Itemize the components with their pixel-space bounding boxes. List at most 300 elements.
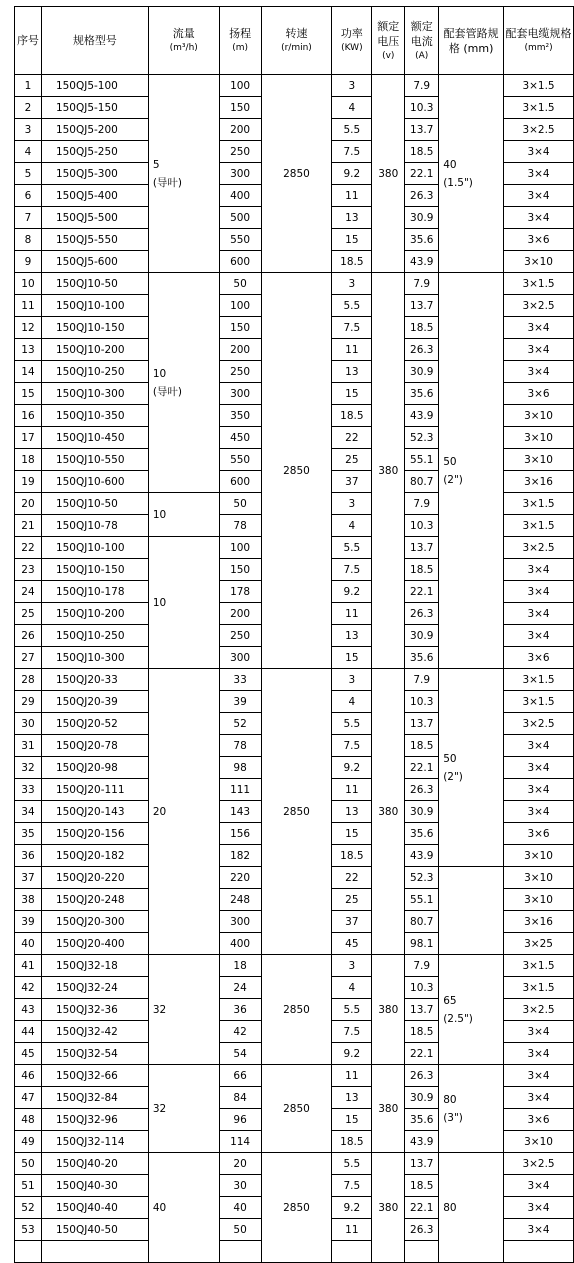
seq-cell: 18	[15, 449, 42, 471]
cable-cell: 3×1.5	[504, 97, 574, 119]
speed-group-cell	[261, 1153, 332, 1263]
speed-group-text: 2850	[283, 805, 310, 818]
head-cell: 300	[219, 383, 261, 405]
seq-cell: 42	[15, 977, 42, 999]
header-pipe: 配套管路规格 (mm)	[439, 7, 504, 75]
head-cell: 100	[219, 537, 261, 559]
power-cell: 9.2	[332, 163, 372, 185]
seq-cell: 11	[15, 295, 42, 317]
cable-cell: 3×4	[504, 141, 574, 163]
power-cell: 7.5	[332, 141, 372, 163]
seq-cell: 46	[15, 1065, 42, 1087]
power-cell: 3	[332, 955, 372, 977]
power-cell: 5.5	[332, 295, 372, 317]
header-cable: 配套电缆规格 (mm²)	[504, 7, 574, 75]
power-cell: 5.5	[332, 119, 372, 141]
power-cell: 11	[332, 603, 372, 625]
model-cell: 150QJ10-300	[41, 647, 148, 669]
current-cell: 18.5	[405, 559, 439, 581]
power-cell: 13	[332, 361, 372, 383]
model-cell: 150QJ10-50	[41, 493, 148, 515]
pipe-group-text: 80	[443, 1093, 457, 1106]
current-cell: 35.6	[405, 383, 439, 405]
model-cell: 150QJ32-36	[41, 999, 148, 1021]
cable-cell	[504, 1241, 574, 1263]
head-cell: 600	[219, 471, 261, 493]
head-cell: 350	[219, 405, 261, 427]
flow-group-cell	[148, 1065, 219, 1153]
model-cell: 150QJ5-400	[41, 185, 148, 207]
cable-cell: 3×4	[504, 625, 574, 647]
power-cell: 22	[332, 867, 372, 889]
voltage-group-text: 380	[378, 805, 399, 818]
seq-cell: 45	[15, 1043, 42, 1065]
model-cell: 150QJ32-114	[41, 1131, 148, 1153]
seq-cell: 6	[15, 185, 42, 207]
speed-group-cell	[261, 669, 332, 955]
power-cell: 15	[332, 1109, 372, 1131]
header-speed: 转速 (r/min)	[261, 7, 332, 75]
head-cell: 156	[219, 823, 261, 845]
head-cell: 78	[219, 515, 261, 537]
model-cell: 150QJ20-143	[41, 801, 148, 823]
model-cell: 150QJ5-550	[41, 229, 148, 251]
voltage-group-text: 380	[378, 1003, 399, 1016]
flow-group-text: 20	[152, 805, 167, 818]
cable-cell: 3×10	[504, 449, 574, 471]
flow-group-cell	[148, 669, 219, 955]
head-cell: 54	[219, 1043, 261, 1065]
head-cell: 150	[219, 97, 261, 119]
cable-cell: 3×4	[504, 757, 574, 779]
seq-cell: 2	[15, 97, 42, 119]
cable-cell: 3×10	[504, 427, 574, 449]
table-row	[15, 273, 574, 295]
power-cell: 18.5	[332, 1131, 372, 1153]
power-cell: 11	[332, 1065, 372, 1087]
power-cell: 11	[332, 339, 372, 361]
seq-cell: 12	[15, 317, 42, 339]
head-cell: 550	[219, 229, 261, 251]
current-cell: 13.7	[405, 295, 439, 317]
head-cell: 96	[219, 1109, 261, 1131]
seq-cell: 21	[15, 515, 42, 537]
speed-group-cell	[261, 273, 332, 669]
current-cell: 22.1	[405, 163, 439, 185]
power-cell: 15	[332, 229, 372, 251]
speed-group-text: 2850	[283, 1003, 310, 1016]
model-cell: 150QJ32-42	[41, 1021, 148, 1043]
seq-cell: 39	[15, 911, 42, 933]
seq-cell: 29	[15, 691, 42, 713]
voltage-group-text: 380	[378, 167, 399, 180]
voltage-group-cell	[372, 1153, 405, 1263]
current-cell: 18.5	[405, 141, 439, 163]
cable-cell: 3×10	[504, 1131, 574, 1153]
cable-cell: 3×4	[504, 339, 574, 361]
model-cell: 150QJ10-200	[41, 339, 148, 361]
power-cell: 9.2	[332, 1043, 372, 1065]
head-cell: 182	[219, 845, 261, 867]
current-cell: 22.1	[405, 1197, 439, 1219]
pipe-group-cell	[439, 1065, 504, 1153]
head-cell: 40	[219, 1197, 261, 1219]
power-cell: 7.5	[332, 1175, 372, 1197]
flow-group-text: 40	[152, 1201, 167, 1214]
cable-cell: 3×6	[504, 647, 574, 669]
header-voltage: 额定电压 (v)	[372, 7, 405, 75]
speed-group-cell	[261, 955, 332, 1065]
current-cell: 98.1	[405, 933, 439, 955]
head-cell: 36	[219, 999, 261, 1021]
model-cell: 150QJ40-40	[41, 1197, 148, 1219]
current-cell: 10.3	[405, 977, 439, 999]
power-cell: 45	[332, 933, 372, 955]
seq-cell: 36	[15, 845, 42, 867]
current-cell: 30.9	[405, 1087, 439, 1109]
power-cell: 13	[332, 801, 372, 823]
flow-group-cell	[148, 273, 219, 493]
current-cell: 52.3	[405, 867, 439, 889]
pipe-group-cell	[439, 955, 504, 1065]
current-cell: 43.9	[405, 405, 439, 427]
cable-cell: 3×4	[504, 1021, 574, 1043]
model-cell: 150QJ20-300	[41, 911, 148, 933]
power-cell: 7.5	[332, 1021, 372, 1043]
flow-group-text: 10	[152, 596, 167, 609]
head-cell: 66	[219, 1065, 261, 1087]
head-cell: 50	[219, 1219, 261, 1241]
model-cell: 150QJ10-178	[41, 581, 148, 603]
current-cell: 52.3	[405, 427, 439, 449]
power-cell: 18.5	[332, 251, 372, 273]
current-cell: 80.7	[405, 471, 439, 493]
head-cell: 150	[219, 317, 261, 339]
head-cell: 24	[219, 977, 261, 999]
seq-cell: 31	[15, 735, 42, 757]
flow-group-text: 10	[152, 508, 167, 521]
current-cell: 55.1	[405, 889, 439, 911]
current-cell: 22.1	[405, 581, 439, 603]
seq-cell: 43	[15, 999, 42, 1021]
cable-cell: 3×10	[504, 405, 574, 427]
model-cell: 150QJ20-182	[41, 845, 148, 867]
voltage-group-text: 380	[378, 1201, 399, 1214]
seq-cell: 23	[15, 559, 42, 581]
current-cell	[405, 1241, 439, 1263]
seq-cell: 40	[15, 933, 42, 955]
cable-cell: 3×16	[504, 911, 574, 933]
seq-cell: 44	[15, 1021, 42, 1043]
current-cell: 7.9	[405, 955, 439, 977]
pipe-group-cell	[439, 669, 504, 867]
pipe-group-cell	[439, 867, 504, 955]
head-cell: 42	[219, 1021, 261, 1043]
seq-cell: 41	[15, 955, 42, 977]
cable-cell: 3×4	[504, 779, 574, 801]
head-cell: 250	[219, 141, 261, 163]
model-cell: 150QJ10-150	[41, 559, 148, 581]
model-cell: 150QJ32-54	[41, 1043, 148, 1065]
model-cell: 150QJ10-150	[41, 317, 148, 339]
model-cell: 150QJ32-18	[41, 955, 148, 977]
model-cell: 150QJ32-96	[41, 1109, 148, 1131]
current-cell: 26.3	[405, 779, 439, 801]
current-cell: 26.3	[405, 1219, 439, 1241]
flow-group-cell	[148, 493, 219, 537]
seq-cell: 53	[15, 1219, 42, 1241]
seq-cell: 33	[15, 779, 42, 801]
power-cell: 37	[332, 911, 372, 933]
table-row	[15, 955, 574, 977]
power-cell: 3	[332, 75, 372, 97]
current-cell: 7.9	[405, 273, 439, 295]
power-cell: 9.2	[332, 757, 372, 779]
header-seq: 序号	[15, 7, 42, 75]
model-cell: 150QJ20-98	[41, 757, 148, 779]
head-cell: 84	[219, 1087, 261, 1109]
head-cell: 150	[219, 559, 261, 581]
cable-cell: 3×2.5	[504, 295, 574, 317]
head-cell: 78	[219, 735, 261, 757]
head-cell: 100	[219, 75, 261, 97]
speed-group-cell	[261, 1065, 332, 1153]
model-cell: 150QJ40-20	[41, 1153, 148, 1175]
pipe-group-cell	[439, 75, 504, 273]
current-cell: 22.1	[405, 757, 439, 779]
power-cell: 15	[332, 823, 372, 845]
model-cell: 150QJ10-550	[41, 449, 148, 471]
flow-group-text: 10	[152, 367, 167, 380]
header-current: 额定电流 (A)	[405, 7, 439, 75]
speed-group-cell	[261, 75, 332, 273]
cable-cell: 3×4	[504, 603, 574, 625]
pipe-group-text: 80	[443, 1201, 457, 1214]
current-cell: 43.9	[405, 845, 439, 867]
power-cell: 18.5	[332, 845, 372, 867]
model-cell: 150QJ10-300	[41, 383, 148, 405]
seq-cell: 4	[15, 141, 42, 163]
cable-cell: 3×1.5	[504, 493, 574, 515]
voltage-group-cell	[372, 669, 405, 955]
head-cell: 450	[219, 427, 261, 449]
cable-cell: 3×6	[504, 383, 574, 405]
current-cell: 55.1	[405, 449, 439, 471]
seq-cell: 47	[15, 1087, 42, 1109]
head-cell: 300	[219, 911, 261, 933]
head-cell: 500	[219, 207, 261, 229]
seq-cell: 22	[15, 537, 42, 559]
current-cell: 26.3	[405, 1065, 439, 1087]
current-cell: 43.9	[405, 251, 439, 273]
current-cell: 10.3	[405, 97, 439, 119]
model-cell: 150QJ20-52	[41, 713, 148, 735]
current-cell: 26.3	[405, 185, 439, 207]
cable-cell: 3×10	[504, 251, 574, 273]
current-cell: 26.3	[405, 603, 439, 625]
table-row	[15, 669, 574, 691]
head-cell: 248	[219, 889, 261, 911]
cable-cell: 3×2.5	[504, 537, 574, 559]
head-cell: 52	[219, 713, 261, 735]
voltage-group-cell	[372, 955, 405, 1065]
cable-cell: 3×4	[504, 1065, 574, 1087]
cable-cell: 3×2.5	[504, 1153, 574, 1175]
model-cell: 150QJ5-100	[41, 75, 148, 97]
cable-cell: 3×1.5	[504, 515, 574, 537]
current-cell: 43.9	[405, 1131, 439, 1153]
head-cell: 250	[219, 361, 261, 383]
flow-group-text: (导叶)	[152, 176, 183, 189]
voltage-group-text: 380	[378, 464, 399, 477]
current-cell: 13.7	[405, 713, 439, 735]
cable-cell: 3×25	[504, 933, 574, 955]
current-cell: 7.9	[405, 75, 439, 97]
pipe-group-text: (3")	[443, 1111, 463, 1124]
head-cell: 143	[219, 801, 261, 823]
head-cell	[219, 1241, 261, 1263]
power-cell	[332, 1241, 372, 1263]
power-cell: 11	[332, 185, 372, 207]
power-cell: 5.5	[332, 999, 372, 1021]
cable-cell: 3×4	[504, 1043, 574, 1065]
seq-cell: 51	[15, 1175, 42, 1197]
cable-cell: 3×6	[504, 1109, 574, 1131]
seq-cell: 26	[15, 625, 42, 647]
model-cell	[41, 1241, 148, 1263]
current-cell: 22.1	[405, 1043, 439, 1065]
power-cell: 4	[332, 977, 372, 999]
speed-group-text: 2850	[283, 167, 310, 180]
model-cell: 150QJ5-500	[41, 207, 148, 229]
head-cell: 20	[219, 1153, 261, 1175]
table-row	[15, 1153, 574, 1175]
flow-group-text: (导叶)	[152, 385, 183, 398]
seq-cell: 24	[15, 581, 42, 603]
seq-cell: 14	[15, 361, 42, 383]
cable-cell: 3×10	[504, 889, 574, 911]
model-cell: 150QJ32-66	[41, 1065, 148, 1087]
power-cell: 3	[332, 273, 372, 295]
seq-cell: 5	[15, 163, 42, 185]
head-cell: 33	[219, 669, 261, 691]
model-cell: 150QJ10-78	[41, 515, 148, 537]
flow-group-cell	[148, 1153, 219, 1263]
current-cell: 30.9	[405, 207, 439, 229]
head-cell: 250	[219, 625, 261, 647]
cable-cell: 3×4	[504, 559, 574, 581]
head-cell: 18	[219, 955, 261, 977]
model-cell: 150QJ10-200	[41, 603, 148, 625]
cable-cell: 3×6	[504, 229, 574, 251]
seq-cell	[15, 1241, 42, 1263]
cable-cell: 3×1.5	[504, 75, 574, 97]
power-cell: 5.5	[332, 1153, 372, 1175]
speed-group-text: 2850	[283, 1201, 310, 1214]
current-cell: 35.6	[405, 647, 439, 669]
current-cell: 13.7	[405, 119, 439, 141]
header-head: 扬程 (m)	[219, 7, 261, 75]
speed-group-text: 2850	[283, 1102, 310, 1115]
cable-cell: 3×4	[504, 581, 574, 603]
flow-group-cell	[148, 955, 219, 1065]
cable-cell: 3×4	[504, 801, 574, 823]
head-cell: 50	[219, 273, 261, 295]
cable-cell: 3×4	[504, 1087, 574, 1109]
current-cell: 30.9	[405, 361, 439, 383]
seq-cell: 9	[15, 251, 42, 273]
head-cell: 30	[219, 1175, 261, 1197]
cable-cell: 3×10	[504, 845, 574, 867]
current-cell: 35.6	[405, 1109, 439, 1131]
model-cell: 150QJ32-84	[41, 1087, 148, 1109]
model-cell: 150QJ20-220	[41, 867, 148, 889]
pipe-group-text: (2")	[443, 770, 463, 783]
header-row	[15, 7, 574, 75]
head-cell: 200	[219, 603, 261, 625]
model-cell: 150QJ20-33	[41, 669, 148, 691]
power-cell: 15	[332, 647, 372, 669]
seq-cell: 16	[15, 405, 42, 427]
model-cell: 150QJ10-250	[41, 361, 148, 383]
model-cell: 150QJ10-100	[41, 295, 148, 317]
cable-cell: 3×2.5	[504, 999, 574, 1021]
model-cell: 150QJ20-111	[41, 779, 148, 801]
head-cell: 400	[219, 185, 261, 207]
model-cell: 150QJ40-30	[41, 1175, 148, 1197]
current-cell: 30.9	[405, 801, 439, 823]
model-cell: 150QJ20-400	[41, 933, 148, 955]
model-cell: 150QJ5-150	[41, 97, 148, 119]
seq-cell: 25	[15, 603, 42, 625]
seq-cell: 38	[15, 889, 42, 911]
seq-cell: 48	[15, 1109, 42, 1131]
cable-cell: 3×1.5	[504, 977, 574, 999]
cable-cell: 3×4	[504, 1175, 574, 1197]
cable-cell: 3×16	[504, 471, 574, 493]
current-cell: 7.9	[405, 493, 439, 515]
current-cell: 35.6	[405, 229, 439, 251]
power-cell: 9.2	[332, 1197, 372, 1219]
model-cell: 150QJ10-50	[41, 273, 148, 295]
current-cell: 18.5	[405, 317, 439, 339]
head-cell: 400	[219, 933, 261, 955]
seq-cell: 35	[15, 823, 42, 845]
power-cell: 7.5	[332, 317, 372, 339]
cable-cell: 3×4	[504, 317, 574, 339]
seq-cell: 27	[15, 647, 42, 669]
seq-cell: 30	[15, 713, 42, 735]
head-cell: 111	[219, 779, 261, 801]
current-cell: 13.7	[405, 1153, 439, 1175]
cable-cell: 3×2.5	[504, 119, 574, 141]
cable-cell: 3×6	[504, 823, 574, 845]
head-cell: 50	[219, 493, 261, 515]
current-cell: 7.9	[405, 669, 439, 691]
pipe-group-text: 40	[443, 158, 457, 171]
cable-cell: 3×1.5	[504, 669, 574, 691]
model-cell: 150QJ5-600	[41, 251, 148, 273]
model-cell: 150QJ5-200	[41, 119, 148, 141]
seq-cell: 17	[15, 427, 42, 449]
power-cell: 18.5	[332, 405, 372, 427]
model-cell: 150QJ32-24	[41, 977, 148, 999]
flow-group-text: 32	[152, 1102, 167, 1115]
pipe-group-text: (1.5")	[443, 176, 473, 189]
flow-group-text: 32	[152, 1003, 167, 1016]
seq-cell: 28	[15, 669, 42, 691]
head-cell: 178	[219, 581, 261, 603]
